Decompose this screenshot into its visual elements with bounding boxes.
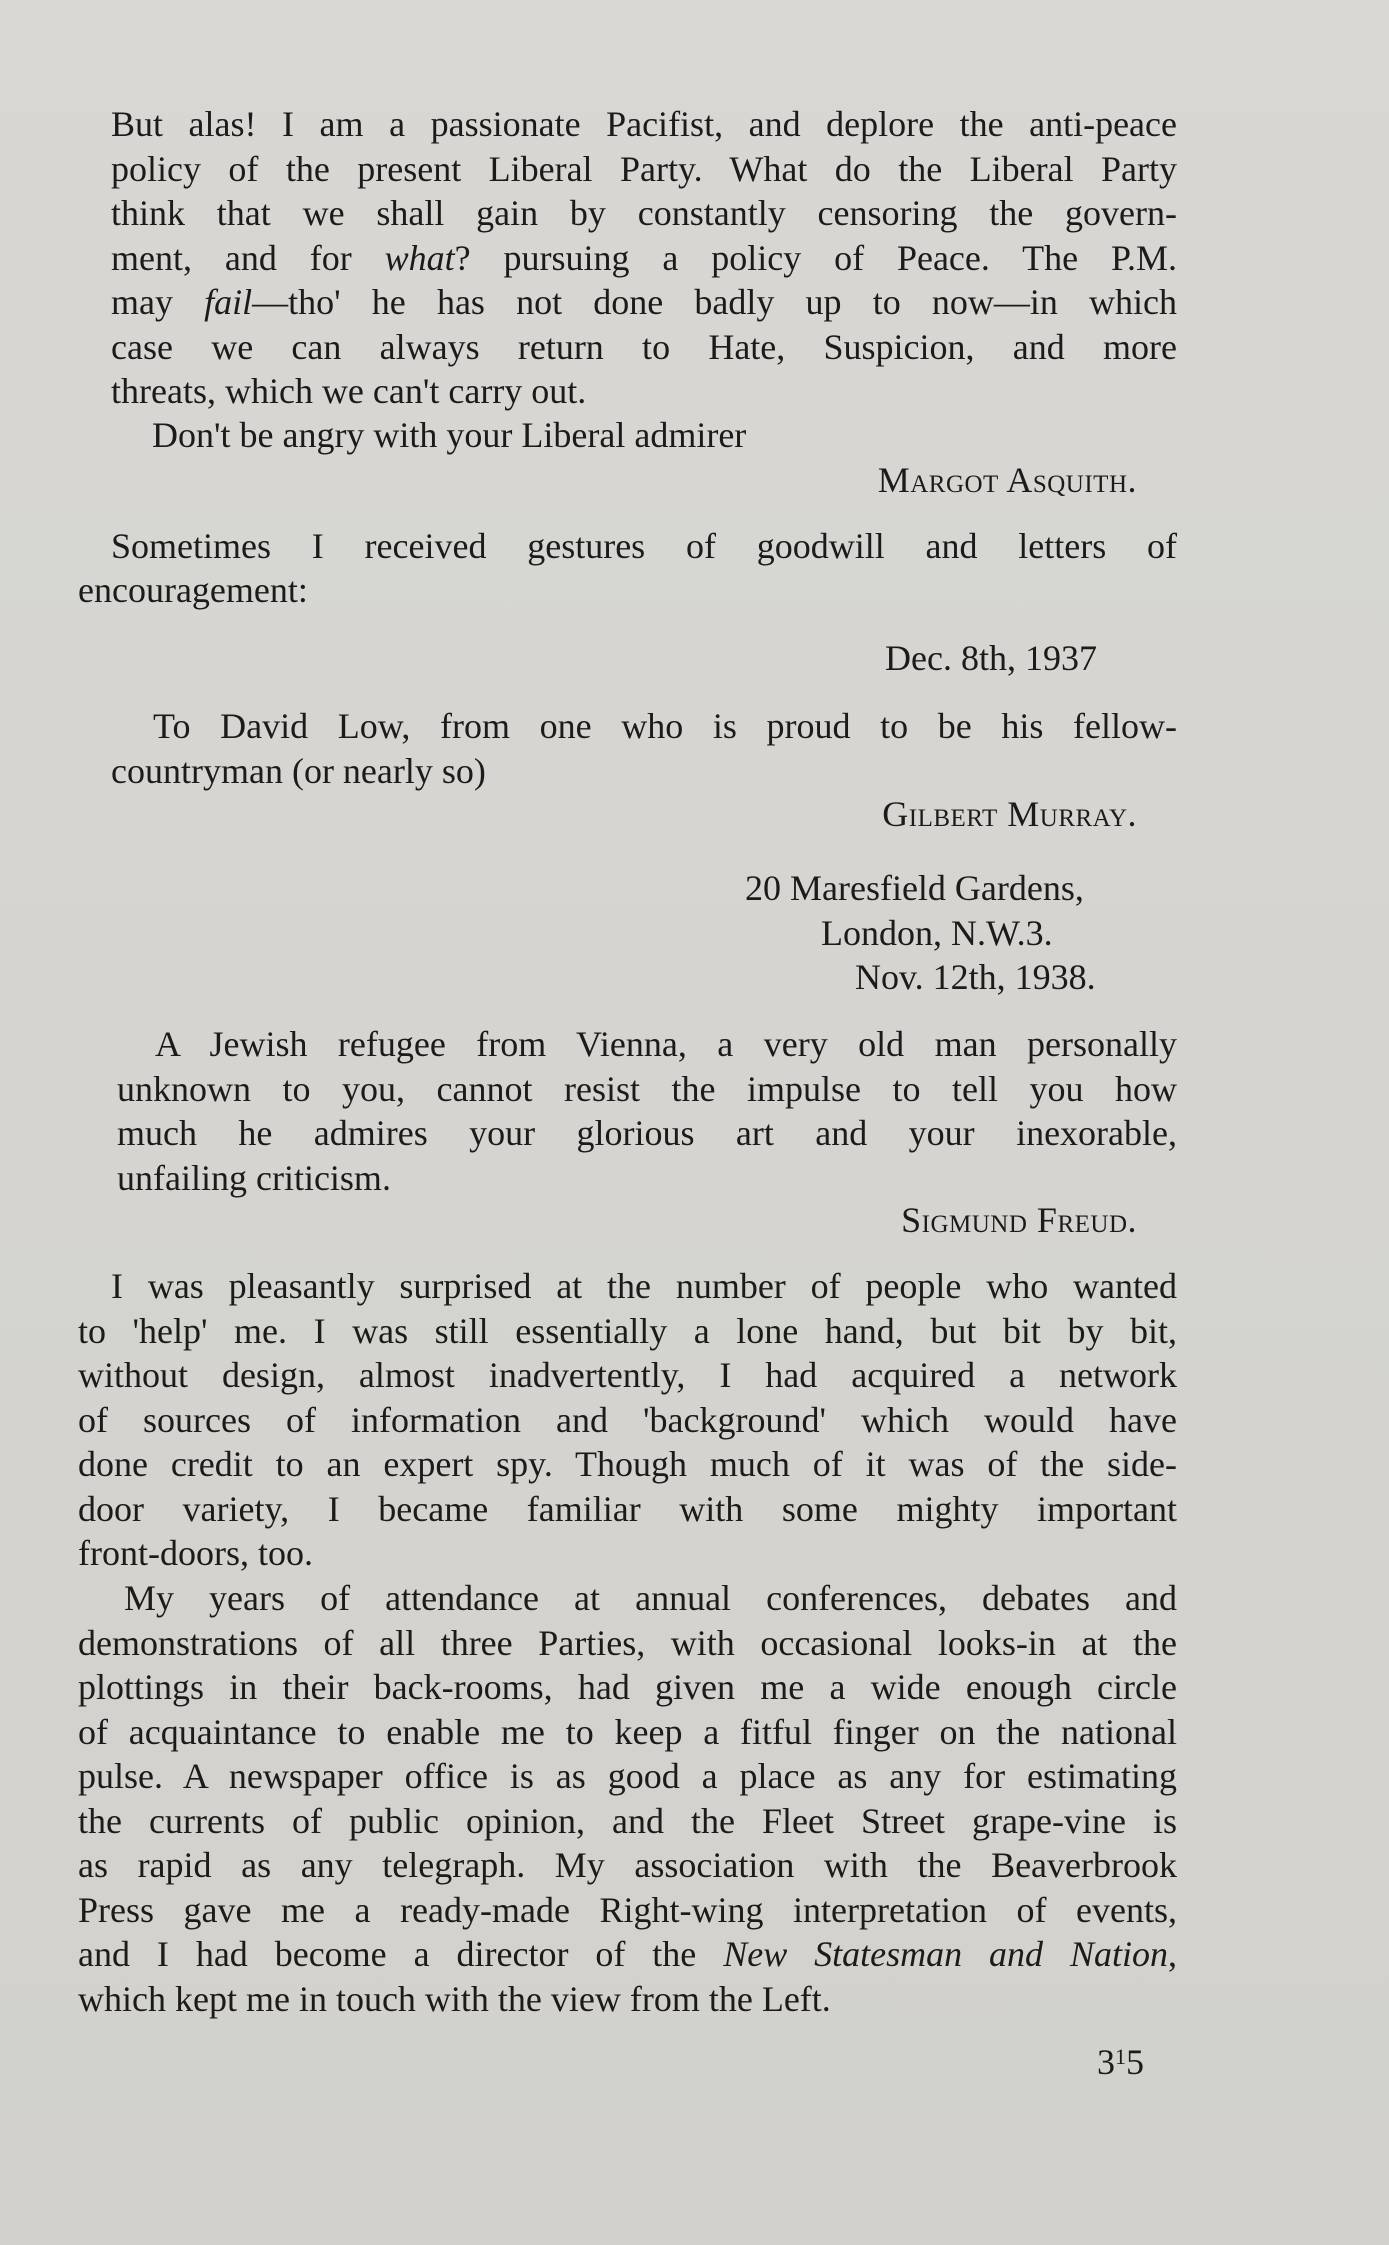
text-line: demonstrations of all three Parties, with occasional looks-in at the xyxy=(78,1622,1177,1663)
text-line: Sometimes I received gestures of goodwill and letters of xyxy=(111,526,1177,566)
text-line: the currents of public opinion, and the Fleet Street grape-vine is xyxy=(78,1800,1177,1841)
paragraph-years xyxy=(78,1576,1177,2021)
text-line: and I had become a director of the New Statesman and Nation, xyxy=(78,1934,1177,1974)
journal-title: New Statesman and Nation xyxy=(723,1934,1168,1974)
text-line: pulse. A newspaper office is as good a place as any for estimating xyxy=(78,1756,1177,1796)
text-line: plottings in their back-rooms, had given me a wide enough circle xyxy=(78,1667,1177,1707)
murray-signature: Gilbert Murray. xyxy=(882,794,1137,834)
text-line: encouragement: xyxy=(78,570,308,610)
text-line: Press gave me a ready-made Right-wing interpretation of events, xyxy=(78,1889,1177,1930)
text-line: to 'help' me. I was still essentially a lone hand, but bit by bit, xyxy=(78,1310,1177,1351)
text-line: But alas! I am a passionate Pacifist, and deplore the anti-peace xyxy=(111,104,1177,144)
text-line: as rapid as any telegraph. My association with the Beaverbrook xyxy=(78,1845,1177,1885)
text-line: much he admires your glorious art and your inexorable, xyxy=(117,1113,1177,1153)
goodwill-intro-cont xyxy=(78,568,1177,613)
freud-signature: Sigmund Freud. xyxy=(901,1200,1137,1240)
text-line: may fail—tho' he has not done badly up to now—in which xyxy=(111,282,1177,322)
goodwill-intro xyxy=(111,524,1177,569)
text-line: A Jewish refugee from Vienna, a very old man personally xyxy=(155,1024,1177,1064)
text-line: think that we shall gain by constantly censoring the govern- xyxy=(111,193,1177,233)
text-line: policy of the present Liberal Party. What do the Liberal Party xyxy=(111,148,1177,189)
text-line: I was pleasantly surprised at the number of people who wanted xyxy=(111,1266,1177,1306)
freud-address: 20 Maresfield Gardens, London, N.W.3. Nov. 12th, 1938. xyxy=(745,868,1096,997)
text-line: My years of attendance at annual conferences, debates and xyxy=(124,1578,1177,1618)
text-line: case we can always return to Hate, Suspicion, and more xyxy=(111,326,1177,367)
text-line: of sources of information and 'background' which would have xyxy=(78,1399,1177,1440)
text-line: which kept me in touch with the view from the Left. xyxy=(78,1978,831,2019)
page-number: $3^15$ xyxy=(1097,2042,1144,2082)
text-line: without design, almost inadvertently, I had acquired a network xyxy=(78,1355,1177,1395)
freud-letter-body xyxy=(117,1022,1177,1200)
text-line: front-doors, too. xyxy=(78,1533,313,1573)
text-line: unfailing criticism. xyxy=(117,1157,391,1198)
text-line: threats, which we can't carry out. xyxy=(111,371,587,411)
text-line: of acquaintance to enable me to keep a fitful finger on the national xyxy=(78,1711,1177,1752)
paragraph-help xyxy=(78,1264,1177,1576)
asquith-closing: Don't be angry with your Liberal admirer xyxy=(152,415,747,455)
text-line: ment, and for what? pursuing a policy of Peace. The P.M. xyxy=(111,237,1178,278)
asquith-signature: Margot Asquith. xyxy=(877,460,1137,500)
asquith-letter-body xyxy=(111,102,1177,414)
murray-letter-body xyxy=(111,704,1177,793)
text-line: unknown to you, cannot resist the impulse to tell you how xyxy=(117,1068,1177,1109)
text-line: done credit to an expert spy. Though much of it was of the side- xyxy=(78,1444,1177,1484)
text-line: countryman (or nearly so) xyxy=(111,750,486,791)
murray-date: Dec. 8th, 1937 xyxy=(885,638,1097,678)
text-line: door variety, I became familiar with some mighty important xyxy=(78,1488,1177,1529)
text-line: To David Low, from one who is proud to be his fellow- xyxy=(153,706,1177,746)
